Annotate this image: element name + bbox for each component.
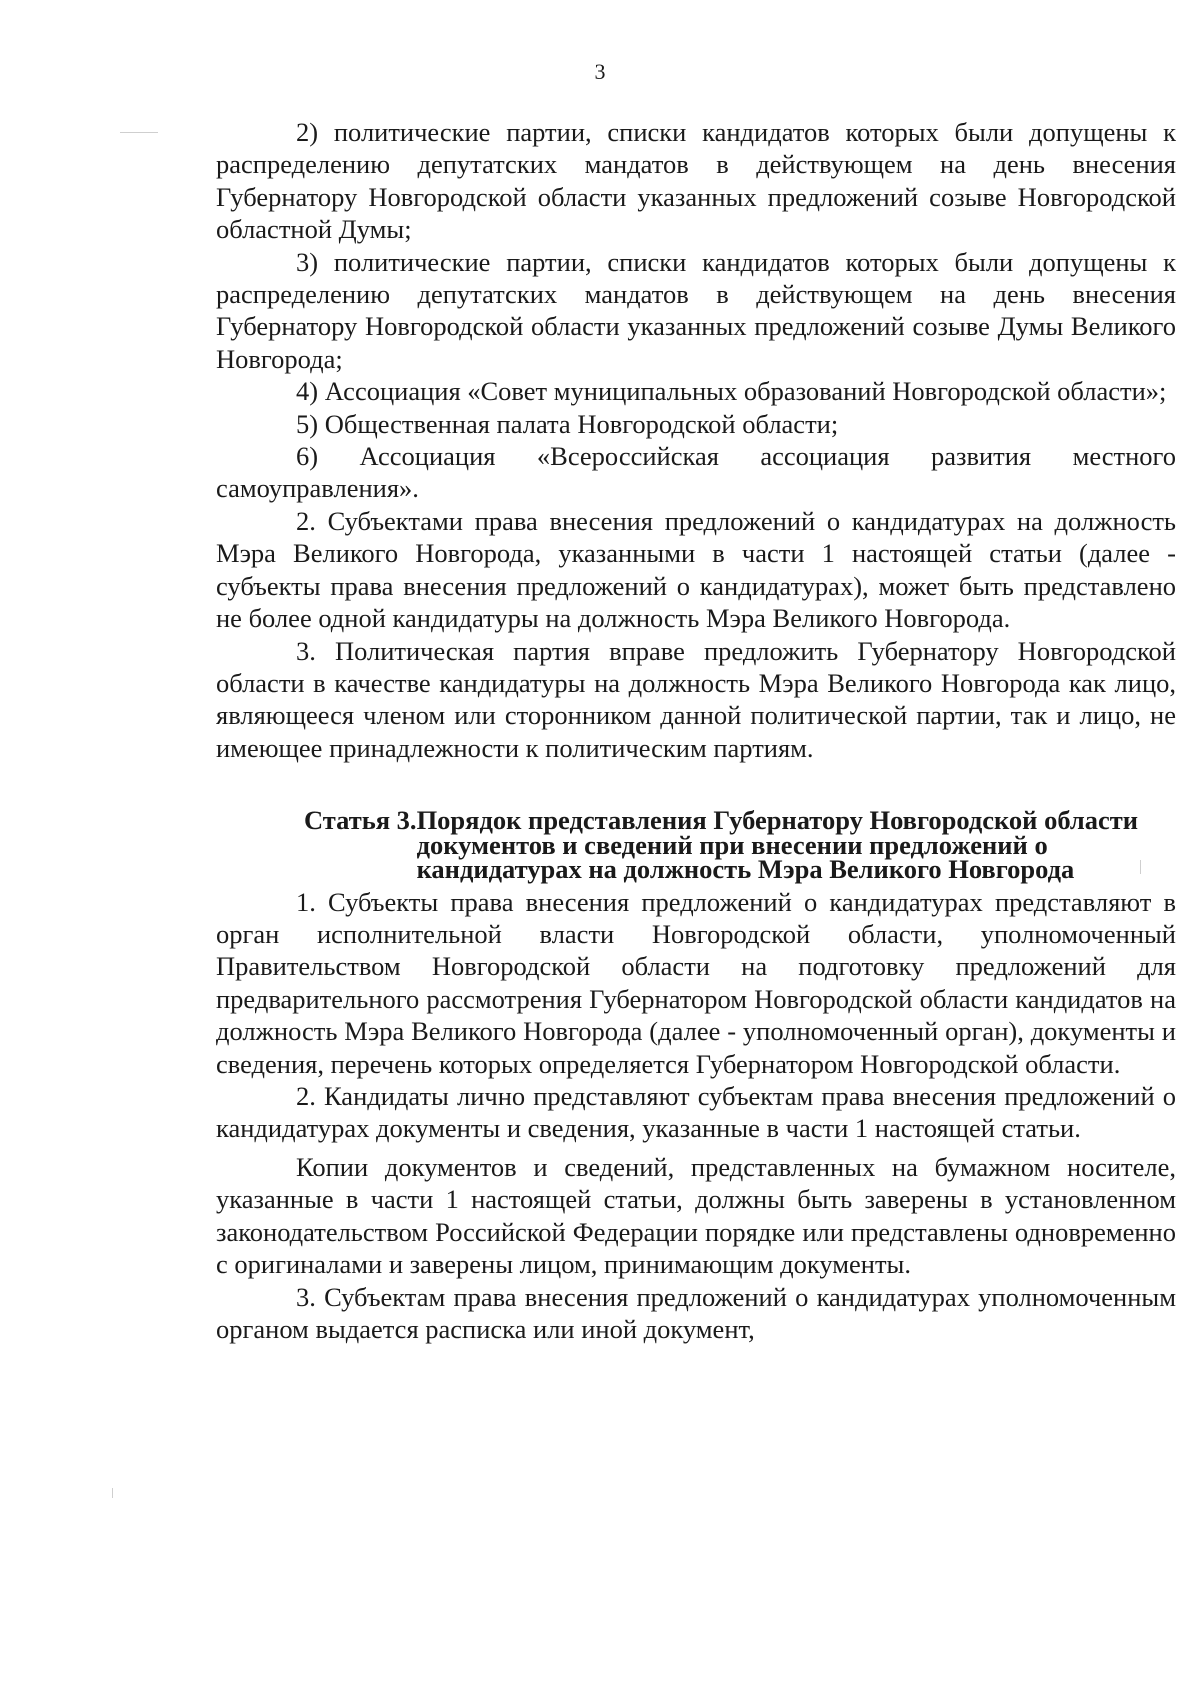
document-body: [216, 116, 1176, 1345]
section-spacer: [216, 764, 1176, 808]
article-paragraph-2: 2. Кандидаты лично представляют субъектам права внесения предложений о кандидатурах документы и сведения, указанные в части 1 настоящей статьи.: [216, 1081, 1176, 1144]
article-paragraph-copies: Копии документов и сведений, представленных на бумажном носителе, указанные в части 1 настоящей статьи, должны быть заверены в установленном законодательством Российской Федерации порядке или представлены одновременно с оригиналами и заверены лицом, принимающим документы.: [216, 1151, 1176, 1280]
paragraph-list-item-2: 2) политические партии, списки кандидатов которых были допущены к распределению депутатских мандатов в действующем на день внесения Губернатору Новгородской области указанных предложений созыве Новгородской областной Думы;: [216, 117, 1176, 245]
paragraph-part-2: 2. Субъектами права внесения предложений о кандидатурах на должность Мэра Великого Новгорода, указанными в части 1 настоящей статьи (далее - субъекты права внесения предложений о кандидатурах), может быть представлено не более одной кандидатуры на должность Мэра Великого Новгорода.: [216, 505, 1176, 634]
article-paragraph-3: 3. Субъектам права внесения предложений о кандидатурах уполномоченным органом выдается расписка или иной документ,: [216, 1281, 1176, 1344]
scan-artifact: [120, 132, 158, 133]
paragraph-list-item-4: 4) Ассоциация «Совет муниципальных образований Новгородской области»;: [296, 376, 1167, 407]
article-heading: [304, 805, 1176, 885]
paragraph-list-item-6: 6) Ассоциация «Всероссийская ассоциация развития местного самоуправления».: [216, 441, 1176, 504]
paragraph-part-3: 3. Политическая партия вправе предложить Губернатору Новгородской области в качестве кандидатуры на должность Мэра Великого Новгорода как лицо, являющееся членом или сторонником данной политической партии, так и лицо, не имеющее принадлежности к политическим партиям.: [216, 635, 1176, 763]
article-number: Статья 3.: [304, 805, 417, 836]
paragraph-list-item-5: 5) Общественная палата Новгородской области;: [296, 408, 839, 439]
scan-artifact: [1140, 860, 1141, 874]
paragraph-list-item-3: 3) политические партии, списки кандидатов которых были допущены к распределению депутатских мандатов в действующем на день внесения Губернатору Новгородской области указанных предложений созыве Думы Великого Новгорода;: [216, 246, 1176, 374]
page-number: 3: [594, 59, 606, 84]
article-paragraph-1: 1. Субъекты права внесения предложений о кандидатурах представляют в орган исполнительной власти Новгородской области, уполномоченный Правительством Новгородской области на подготовку предложений для предварительного рассмотрения Губернатором Новгородской области кандидатов на должность Мэра Великого Новгорода (далее - уполномоченный орган), документы и сведения, перечень которых определяется Губернатором Новгородской области.: [216, 886, 1176, 1079]
article-title: Порядок представления Губернатору Новгородской области документов и сведений при внесении предложений о кандидатурах на должность Мэра Великого Новгорода: [416, 805, 1139, 885]
scan-artifact: [112, 1488, 113, 1498]
